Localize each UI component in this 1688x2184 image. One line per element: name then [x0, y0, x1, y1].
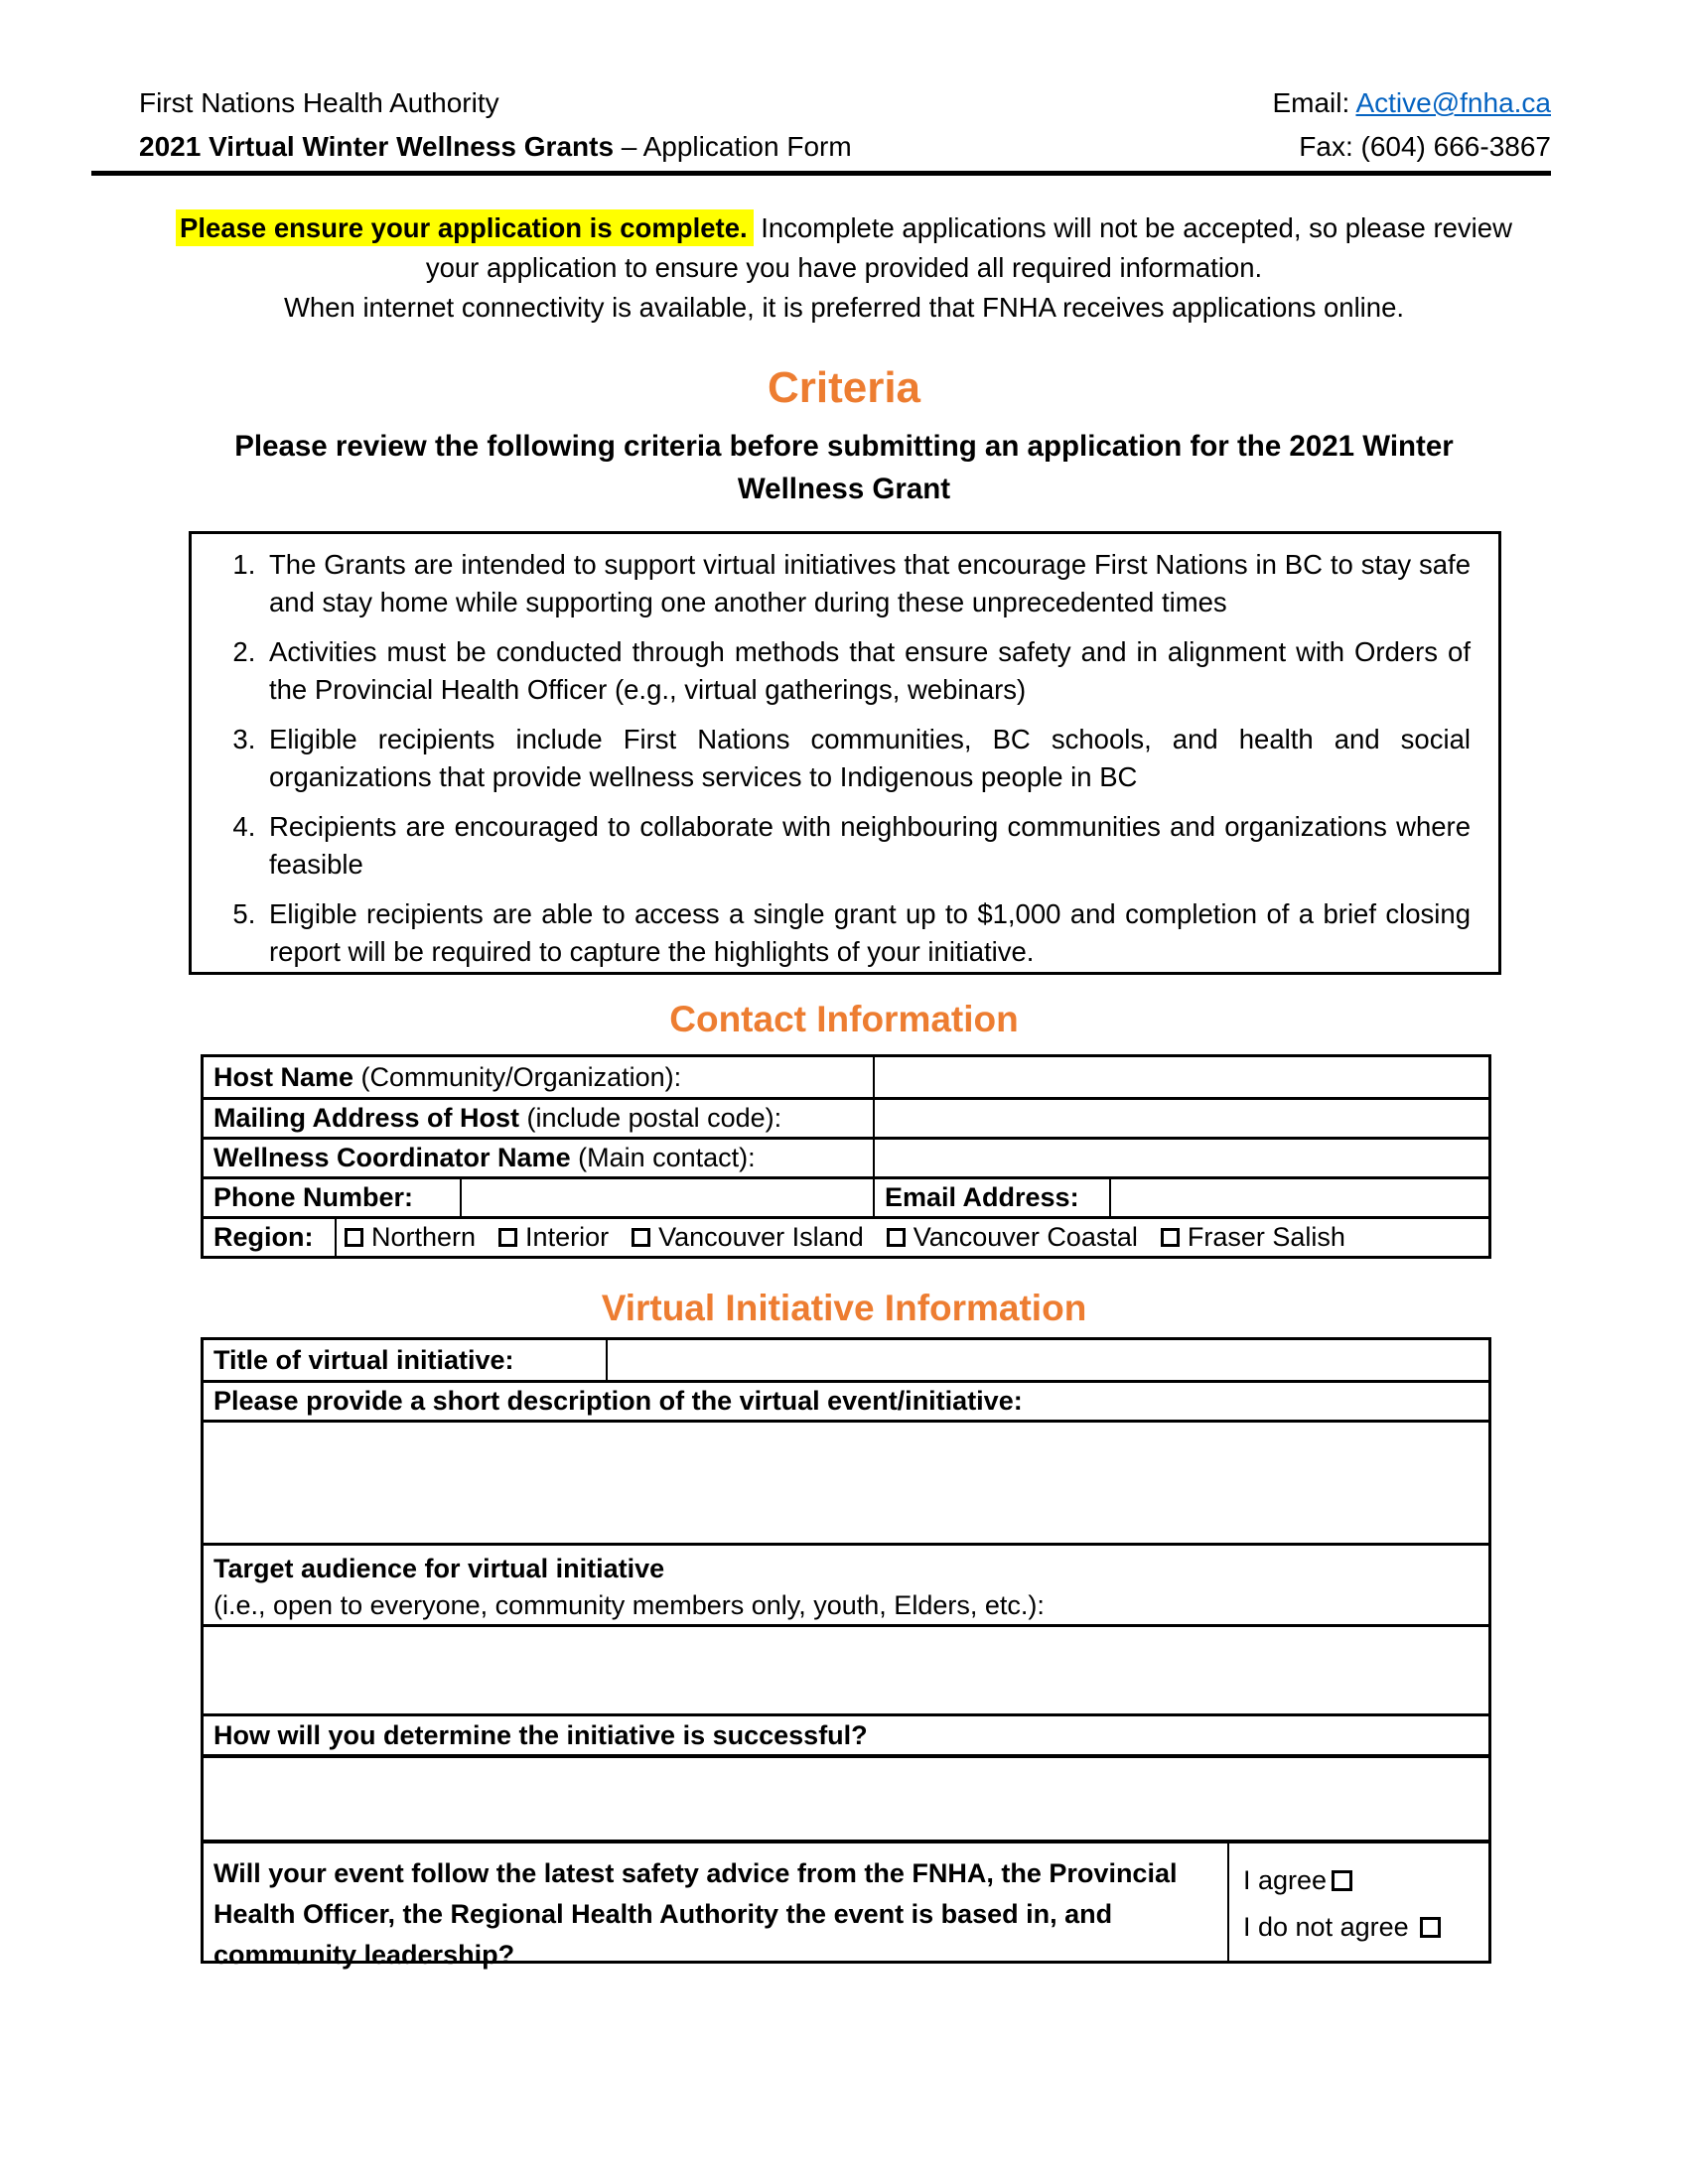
- region-label: Region:: [213, 1222, 314, 1252]
- email-address-input[interactable]: [1109, 1179, 1488, 1216]
- disagree-checkbox[interactable]: [1420, 1917, 1441, 1938]
- region-option: [1161, 1222, 1345, 1253]
- criteria-subheading: Please review the following criteria before submitting an application for the 2021 Winter Wellness Grant: [234, 430, 1454, 505]
- initiative-heading: Virtual Initiative Information: [601, 1288, 1087, 1328]
- table-row: [204, 1380, 1488, 1420]
- table-row: [204, 1057, 1488, 1097]
- disagree-label: I do not agree: [1243, 1912, 1409, 1942]
- email-address-label: Email Address:: [873, 1179, 1109, 1216]
- region-checkbox-interior[interactable]: [498, 1228, 517, 1247]
- region-row: [204, 1216, 1488, 1256]
- mailing-address-label: Mailing Address of Host (include postal code):: [213, 1103, 782, 1133]
- page-header: [139, 81, 1551, 169]
- success-input[interactable]: [204, 1754, 1488, 1840]
- safety-row: [204, 1840, 1488, 1970]
- phone-number-label: Phone Number:: [213, 1182, 414, 1212]
- fax-line: Fax: (604) 666-3867: [1299, 131, 1551, 162]
- criteria-item: [263, 633, 1471, 709]
- contact-table: [201, 1054, 1491, 1259]
- region-checkbox-vancouver-island[interactable]: [632, 1228, 650, 1247]
- table-row: [204, 1713, 1488, 1754]
- success-label: How will you determine the initiative is successful?: [213, 1719, 868, 1750]
- safety-question: Will your event follow the latest safety advice from the FNHA, the Provincial Health Officer, the Regional Health Authority the event is based in, and community leadership?: [213, 1858, 1178, 1970]
- criteria-item-text: Eligible recipients are able to access a single grant up to $1,000 and completion of a brief closing report will be required to capture the highlights of your initiative.: [269, 898, 1471, 967]
- host-name-label: Host Name (Community/Organization):: [213, 1061, 682, 1092]
- disagree-option: [1243, 1904, 1488, 1951]
- contact-heading: Contact Information: [669, 999, 1019, 1039]
- criteria-item: [263, 808, 1471, 884]
- region-checkbox-vancouver-coastal[interactable]: [887, 1228, 906, 1247]
- audience-input[interactable]: [204, 1624, 1488, 1713]
- notice-paragraph: [149, 208, 1539, 288]
- email-line: [1272, 81, 1551, 125]
- region-checkbox-northern[interactable]: [345, 1228, 363, 1247]
- form-title-rest: – Application Form: [614, 131, 852, 162]
- audience-label: Target audience for virtual initiative (i.e., open to everyone, community members only, youth, Elders, etc.):: [204, 1543, 1488, 1624]
- notice-rest: Incomplete applications will not be accepted, so please review your application to ensure you have provided all required information.: [425, 212, 1512, 283]
- form-title: [139, 125, 852, 169]
- region-options: [335, 1219, 1488, 1256]
- notice-highlight: Please ensure your application is complete.: [176, 209, 754, 246]
- table-row: [204, 1137, 1488, 1176]
- initiative-table: [201, 1337, 1491, 1970]
- criteria-item-text: The Grants are intended to support virtual initiatives that encourage First Nations in BC to stay safe and stay home while supporting one another during these unprecedented times: [269, 549, 1471, 617]
- header-left: [139, 81, 852, 169]
- region-option: [498, 1222, 609, 1253]
- coordinator-name-label: Wellness Coordinator Name (Main contact):: [213, 1143, 756, 1172]
- initiative-title-input[interactable]: [606, 1340, 1488, 1380]
- region-option-label: Northern: [371, 1222, 477, 1252]
- phone-number-input[interactable]: [460, 1179, 873, 1216]
- criteria-item-text: Recipients are encouraged to collaborate with neighbouring communities and organizations where feasible: [269, 811, 1471, 880]
- criteria-item: [263, 895, 1471, 971]
- email-label: Email:: [1272, 87, 1356, 118]
- mailing-address-input[interactable]: [873, 1100, 1488, 1137]
- region-option: [887, 1222, 1138, 1253]
- form-title-bold: 2021 Virtual Winter Wellness Grants: [139, 131, 615, 162]
- region-option: [632, 1222, 864, 1253]
- agree-label: I agree: [1243, 1865, 1328, 1895]
- table-row: [204, 1097, 1488, 1137]
- criteria-box: [189, 531, 1501, 975]
- criteria-item: [263, 721, 1471, 796]
- criteria-item: [263, 546, 1471, 621]
- region-option-label: Interior: [525, 1222, 610, 1252]
- criteria-item-text: Activities must be conducted through methods that ensure safety and in alignment with Orders of the Provincial Health Officer (e.g., virtual gatherings, webinars): [269, 636, 1471, 705]
- completeness-notice: [149, 208, 1539, 328]
- agree-cell: [1227, 1843, 1488, 1961]
- region-option-label: Fraser Salish: [1187, 1222, 1345, 1252]
- email-link[interactable]: Active@fnha.ca: [1355, 87, 1551, 118]
- org-name: First Nations Health Authority: [139, 87, 499, 118]
- region-option-label: Vancouver Island: [658, 1222, 864, 1252]
- host-name-input[interactable]: [873, 1057, 1488, 1097]
- header-divider: [91, 171, 1551, 176]
- region-checkbox-fraser-salish[interactable]: [1161, 1228, 1180, 1247]
- agree-checkbox[interactable]: [1332, 1870, 1352, 1891]
- criteria-heading: Criteria: [767, 363, 921, 412]
- header-right: [1272, 81, 1551, 169]
- notice-line2: When internet connectivity is available, it is preferred that FNHA receives applications online.: [283, 292, 1405, 323]
- table-row: [204, 1176, 1488, 1216]
- criteria-item-text: Eligible recipients include First Nations communities, BC schools, and health and social organizations that provide wellness services to Indigenous people in BC: [269, 724, 1471, 792]
- initiative-title-label: Title of virtual initiative:: [213, 1344, 514, 1375]
- criteria-list: [192, 546, 1498, 971]
- agree-option: [1243, 1857, 1488, 1904]
- region-option-label: Vancouver Coastal: [913, 1222, 1138, 1252]
- table-row: [204, 1340, 1488, 1380]
- description-label: Please provide a short description of the virtual event/initiative:: [213, 1386, 1023, 1416]
- description-input[interactable]: [204, 1420, 1488, 1543]
- coordinator-name-input[interactable]: [873, 1140, 1488, 1176]
- region-option: [345, 1222, 476, 1253]
